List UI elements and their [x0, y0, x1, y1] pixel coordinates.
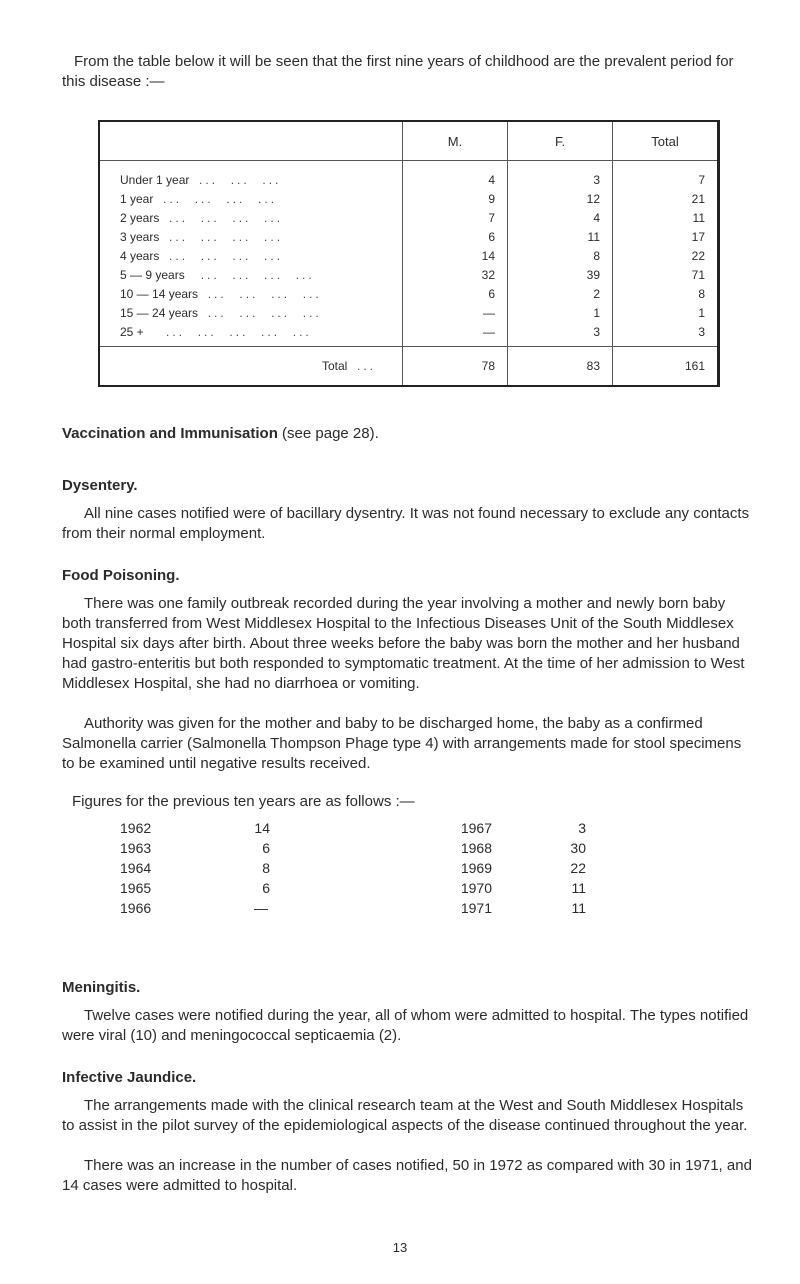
row-label: 2 years [120, 211, 160, 225]
cell-male: 6 [403, 285, 508, 304]
table-row [120, 858, 586, 878]
vaccination-heading: Vaccination and Immunisation [62, 425, 278, 442]
cell-female: 3 [508, 161, 613, 191]
jaundice-para-2: There was an increase in the number of cases notified, 50 in 1972 as compared with 30 in 1971, and 14 cases were admitted to hospital. [62, 1157, 752, 1194]
dysentery-heading: Dysentery. [62, 477, 138, 494]
table-row: 25 + ... ... ... ... ... — 3 3 [99, 323, 719, 347]
table-total-row: Total ... 78 83 161 [99, 347, 719, 387]
meningitis-heading: Meningitis. [62, 979, 141, 996]
year-right: 1967 [460, 820, 492, 836]
year-right: 1968 [460, 840, 492, 856]
cell-total: 71 [613, 266, 719, 285]
intro-text: From the table below it will be seen that the first nine years of childhood are the prevalent period for this disease :— [62, 53, 734, 90]
table-row: 1 year ... ... ... ... 9 12 21 [99, 190, 719, 209]
figures-intro: Figures for the previous ten years are as follows :— [72, 793, 415, 810]
table-row: 3 years ... ... ... ... 6 11 17 [99, 228, 719, 247]
food-poisoning-para-2: Authority was given for the mother and baby to be discharged home, the baby as a confirmed Salmonella carrier (Salmonella Thompson Phage type 4) with arrangements made for stool specimens to be examined until negative results received. [62, 715, 742, 772]
value-left: 8 [262, 860, 270, 876]
dysentery-section [62, 476, 757, 544]
cell-female: 3 [508, 323, 613, 347]
cell-female: 1 [508, 304, 613, 323]
vaccination-note: (see page 28). [282, 425, 379, 442]
year-left: 1964 [120, 860, 152, 876]
row-label: 5 — 9 years [120, 268, 185, 282]
cell-total: 21 [613, 190, 719, 209]
cell-total: 11 [613, 209, 719, 228]
table-row [120, 878, 586, 898]
cell-female: 2 [508, 285, 613, 304]
header-total: Total [613, 121, 719, 161]
total-male: 78 [403, 347, 508, 387]
year-left: 1962 [120, 820, 152, 836]
dysentery-text: All nine cases notified were of bacillary dysentry. It was not found necessary to exclude any contacts from their normal employment. [62, 505, 750, 542]
cell-total: 22 [613, 247, 719, 266]
row-label: 1 year [120, 192, 154, 206]
table-row [120, 818, 586, 838]
value-right: 22 [570, 860, 586, 876]
year-left: 1966 [120, 900, 152, 916]
table-row [120, 898, 586, 918]
table-row [120, 838, 586, 858]
cell-male: 9 [403, 190, 508, 209]
row-label: 10 — 14 years [120, 287, 199, 301]
cell-male: 32 [403, 266, 508, 285]
page-number: 13 [392, 1240, 408, 1255]
cell-total: 1 [613, 304, 719, 323]
total-label: Total [321, 358, 348, 373]
row-label: 4 years [120, 249, 160, 263]
age-distribution-table [98, 120, 720, 387]
year-right: 1971 [460, 900, 492, 916]
year-right: 1969 [460, 860, 492, 876]
value-left: 6 [262, 880, 270, 896]
meningitis-text: Twelve cases were notified during the year, all of whom were admitted to hospital. The types notified were viral (10) and meningococcal septicaemia (2). [62, 1007, 749, 1044]
cell-female: 8 [508, 247, 613, 266]
table-row: Under 1 year ... ... ... 4 3 7 [99, 161, 719, 191]
row-label: 3 years [120, 230, 160, 244]
row-label: Under 1 year [120, 173, 190, 187]
cell-female: 39 [508, 266, 613, 285]
cell-male: 7 [403, 209, 508, 228]
header-female: F. [508, 121, 613, 161]
food-poisoning-heading: Food Poisoning. [62, 567, 180, 584]
cell-total: 7 [613, 161, 719, 191]
jaundice-heading: Infective Jaundice. [62, 1069, 197, 1086]
cell-female: 11 [508, 228, 613, 247]
value-right: 3 [578, 820, 586, 836]
value-left: 6 [262, 840, 270, 856]
year-left: 1965 [120, 880, 152, 896]
row-label: 15 — 24 years [120, 306, 199, 320]
year-left: 1963 [120, 840, 152, 856]
table-row: 5 — 9 years ... ... ... ... 32 39 71 [99, 266, 719, 285]
vaccination-section [62, 424, 757, 444]
jaundice-section [62, 1068, 757, 1196]
value-left: 14 [254, 820, 270, 836]
total-total: 161 [613, 347, 719, 387]
header-male: M. [403, 121, 508, 161]
cell-male: 14 [403, 247, 508, 266]
total-female: 83 [508, 347, 613, 387]
table-row: 10 — 14 years ... ... ... ... 6 2 8 [99, 285, 719, 304]
table-header-row [99, 121, 719, 161]
cell-female: 12 [508, 190, 613, 209]
table-row: 2 years ... ... ... ... 7 4 11 [99, 209, 719, 228]
cell-total: 17 [613, 228, 719, 247]
value-right: 11 [571, 880, 586, 896]
age-distribution-table-wrap [98, 120, 720, 387]
table-row: 15 — 24 years ... ... ... ... — 1 1 [99, 304, 719, 323]
value-right: 30 [570, 840, 586, 856]
jaundice-para-1: The arrangements made with the clinical research team at the West and South Middlesex Hospitals to assist in the pilot survey of the epidemiological aspects of the disease continued throughout the year. [62, 1097, 748, 1134]
food-poisoning-para-1: There was one family outbreak recorded during the year involving a mother and newly born baby both transferred from West Middlesex Hospital to the Infectious Diseases Unit of the South Middlesex Hospital six days after birth. About three weeks before the baby was born the mother and her husband had gastro-enteritis but both responded to symptomatic treatment. At the time of her admission to West Middlesex Hospital, she had no diarrhoea or vomiting. [62, 595, 745, 692]
cell-male: 4 [403, 161, 508, 191]
food-poisoning-section [62, 566, 757, 918]
year-right: 1970 [460, 880, 492, 896]
value-left: — [254, 900, 268, 916]
document-page [62, 52, 757, 1194]
cell-male: — [403, 304, 508, 323]
meningitis-section [62, 978, 757, 1046]
cell-male: 6 [403, 228, 508, 247]
cell-total: 8 [613, 285, 719, 304]
table-row: 4 years ... ... ... ... 14 8 22 [99, 247, 719, 266]
cell-male: — [403, 323, 508, 347]
cell-total: 3 [613, 323, 719, 347]
value-right: 11 [571, 900, 586, 916]
header-blank [99, 121, 403, 161]
row-label: 25 + [120, 325, 144, 339]
cell-female: 4 [508, 209, 613, 228]
previous-years-table [120, 818, 586, 918]
